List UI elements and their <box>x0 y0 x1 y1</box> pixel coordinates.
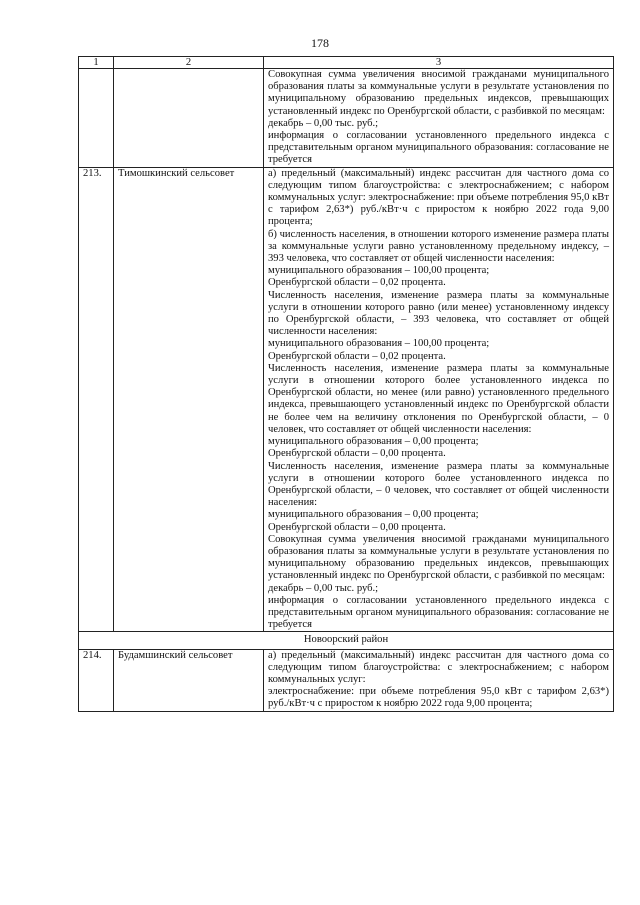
index-description <box>264 649 614 711</box>
page-number: 178 <box>311 36 329 50</box>
index-table <box>78 56 614 712</box>
table-row-213 <box>79 167 614 632</box>
column-number-3: 3 <box>264 57 614 69</box>
index-description <box>264 69 614 168</box>
table-row-214 <box>79 649 614 711</box>
paragraph: Оренбургской области – 0,02 процента. <box>268 350 446 362</box>
paragraph: муниципального образования – 0,00 процента; <box>268 509 479 521</box>
municipality-name: Тимошкинский сельсовет <box>114 167 264 632</box>
column-number-1: 1 <box>79 57 114 69</box>
paragraph: Оренбургской области – 0,02 процента. <box>268 277 446 289</box>
municipality-name: Будамшинский сельсовет <box>114 649 264 711</box>
paragraph: информация о согласовании установленного предельного индекса с представительным органом муниципального образования: согласование не требуется <box>268 130 609 166</box>
paragraph: а) предельный (максимальный) индекс рассчитан для частного дома со следующим типом благоустройства: с электроснабжением; с набором коммунальных услуг: <box>268 649 609 685</box>
row-number: 214. <box>79 649 114 711</box>
paragraph: декабрь – 0,00 тыс. руб.; <box>268 117 379 129</box>
row-number: 213. <box>79 167 114 632</box>
paragraph: Численность населения, изменение размера платы за коммунальные услуги в отношении которого равно (или менее) установленному индексу по Оренбургской области, – 393 человека, что составляет от общей численности населения: <box>268 289 609 338</box>
paragraph: Совокупная сумма увеличения вносимой гражданами муниципального образования платы за коммунальные услуги в результате установления по муниципальному образованию предельных индексов, превышающих установленный индекс по Оренбургской области, с разбивкой по месяцам: <box>268 533 609 582</box>
paragraph: муниципального образования – 100,00 процента; <box>268 265 490 277</box>
municipality-name <box>114 69 264 168</box>
paragraph: Совокупная сумма увеличения вносимой гражданами муниципального образования платы за коммунальные услуги в результате установления по муниципальному образованию предельных индексов, превышающих установленный индекс по Оренбургской области, с разбивкой по месяцам: <box>268 69 609 117</box>
column-number-2: 2 <box>114 57 264 69</box>
table-row-continued <box>79 69 614 168</box>
paragraph: декабрь – 0,00 тыс. руб.; <box>268 582 379 594</box>
paragraph: муниципального образования – 100,00 процента; <box>268 338 490 350</box>
paragraph: электроснабжение: при объеме потребления 95,0 кВт с тарифом 2,63*) руб./кВт·ч с приростом к ноябрю 2022 года 9,00 процента; <box>268 686 609 710</box>
index-description <box>264 167 614 632</box>
row-number <box>79 69 114 168</box>
paragraph: Оренбургской области – 0,00 процента. <box>268 521 446 533</box>
column-number-row <box>79 57 614 69</box>
paragraph: Численность населения, изменение размера платы за коммунальные услуги в отношении которого более установленного индекса по Оренбургской области, но менее (или равно) установленного предельного индекса, превышающего установленный индекс по Оренбургской области не более чем на величину отклонения по Оренбургской области, – 0 человек, что составляет от общей численности населения: <box>268 362 609 435</box>
region-name: Новоорский район <box>79 632 614 649</box>
paragraph: Численность населения, изменение размера платы за коммунальные услуги в отношении которого более установленного индекса по Оренбургской области, – 0 человек, что составляет от общей численности населения: <box>268 460 609 509</box>
paragraph: муниципального образования – 0,00 процента; <box>268 436 479 448</box>
paragraph: а) предельный (максимальный) индекс рассчитан для частного дома со следующим типом благоустройства: с электроснабжением; с набором коммунальных услуг: электроснабжение: при объеме потребления 95,0 кВт с тарифом 2,63*) руб./кВт·ч с приростом к ноябрю 2022 года 9,00 процента; <box>268 167 609 228</box>
paragraph: Оренбургской области – 0,00 процента. <box>268 448 446 460</box>
region-header-row <box>79 632 614 649</box>
paragraph: б) численность населения, в отношении которого изменение размера платы за коммунальные услуги равно установленному предельному индексу, – 393 человека, что составляет от общей численности населения: <box>268 228 609 265</box>
paragraph: информация о согласовании установленного предельного индекса с представительным органом муниципального образования: согласование не требуется <box>268 594 609 631</box>
